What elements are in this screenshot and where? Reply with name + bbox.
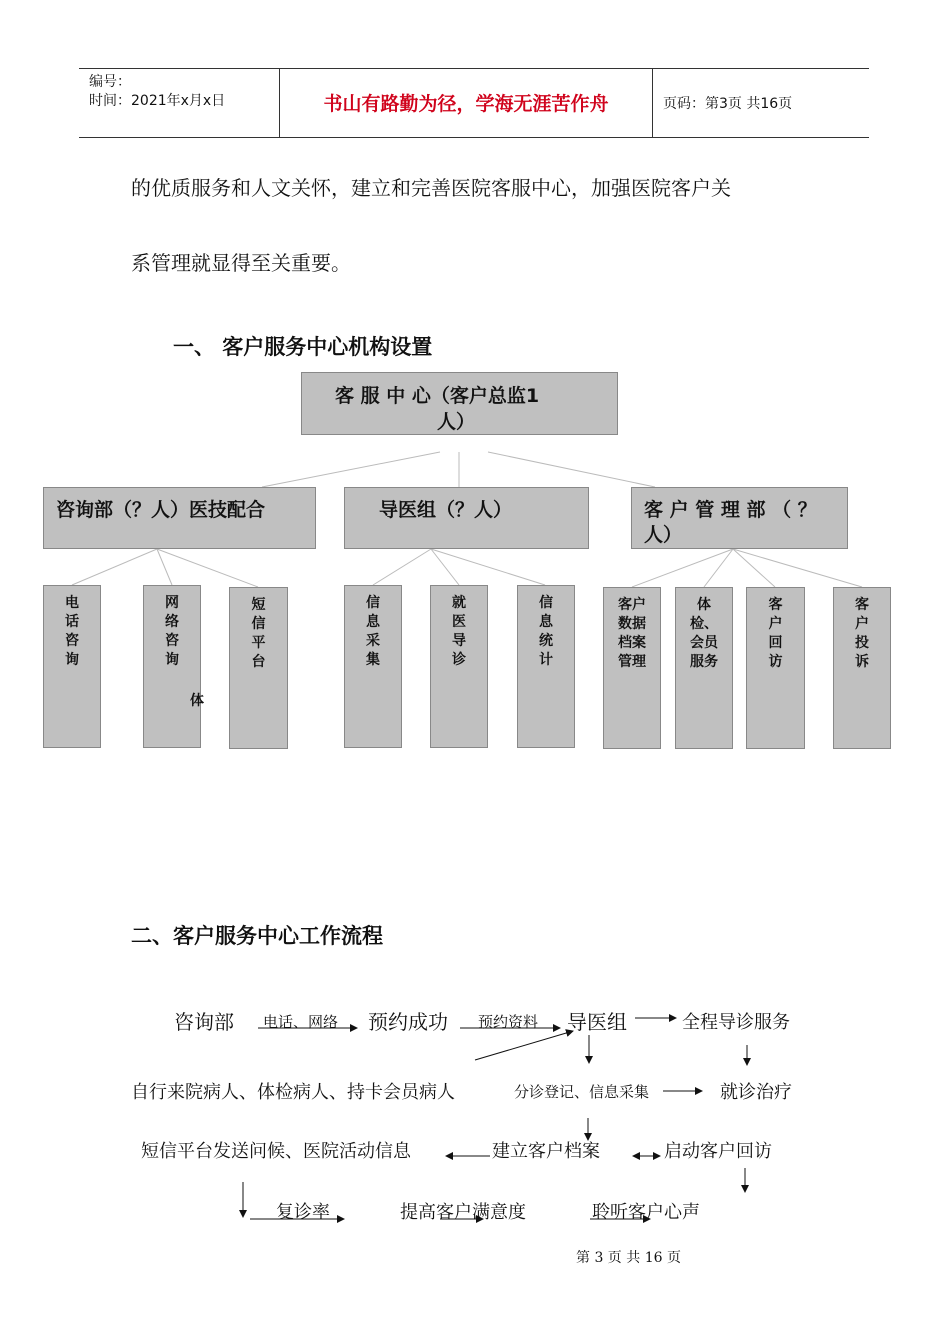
customer-mgmt-label-1: 客 户 管 理 部 （ ？ [644,499,817,521]
guide-group-label: 导医组（？人） [379,499,513,521]
flow-full-guide: 全程导诊服务 [682,1012,790,1033]
leaf-label: 网络咨询 [165,595,179,668]
leaf-label: 电话咨询 [65,595,79,668]
flow-booking-data: 预约资料 [478,1013,539,1031]
flow-archive: 建立客户档案 [492,1141,600,1162]
leaf-label: 信息统计 [539,595,553,668]
flow-walkins: 自行来院病人、体检病人、持卡会员病人 [131,1082,455,1103]
leaf-label: 客户数据档案管理 [618,597,646,670]
section1-heading: 一、 客户服务中心机构设置 [173,334,433,359]
flow-satisfaction: 提高客户满意度 [400,1202,526,1223]
top-box-line-2: 人） [437,411,476,433]
footer-page: 第 3 页 共 16 页 [576,1250,681,1266]
customer-mgmt-label-2: 人） [644,524,683,546]
flow-booked: 预约成功 [368,1010,448,1034]
leaf-label: 短信平台 [251,597,266,670]
intro-line-2: 系管理就显得至关重要。 [131,251,351,275]
leaf-label: 客户投诉 [855,597,869,670]
header-page: 页码：第3页 共16页 [663,96,793,112]
flow-treatment: 就诊治疗 [720,1082,792,1103]
flow-listen: 聆听客户心声 [592,1202,700,1223]
flow-consult: 咨询部 [174,1010,234,1034]
flow-sms: 短信平台发送问候、医院活动信息 [141,1141,411,1162]
flow-triage: 分诊登记、信息采集 [514,1083,650,1101]
flow-revisit: 复诊率 [276,1202,330,1223]
flow-followup: 启动客户回访 [664,1141,772,1162]
leaf-label: 信息采集 [366,595,380,668]
section2-heading: 二、客户服务中心工作流程 [131,923,383,948]
stray-char: 体 [190,693,204,709]
leaf-label: 就医导诊 [452,595,466,668]
consult-dept-label: 咨询部（？人）医技配合 [56,499,266,521]
header-motto: 书山有路勤为径，学海无涯苦作舟 [280,69,653,137]
top-box-line-1: 客 服 中 心（客户总监1 [335,385,540,407]
time-label: 时间：2021年x月x日 [89,93,226,109]
leaf-label: 客户回访 [768,597,783,670]
flow-guide-group: 导医组 [567,1010,627,1034]
intro-line-1: 的优质服务和人文关怀，建立和完善医院客服中心，加强医院客户关 [131,176,731,200]
flow-phone-net: 电话、网络 [263,1013,339,1031]
leaf-label: 体检、会员服务 [690,597,718,670]
number-label: 编号： [89,74,131,90]
